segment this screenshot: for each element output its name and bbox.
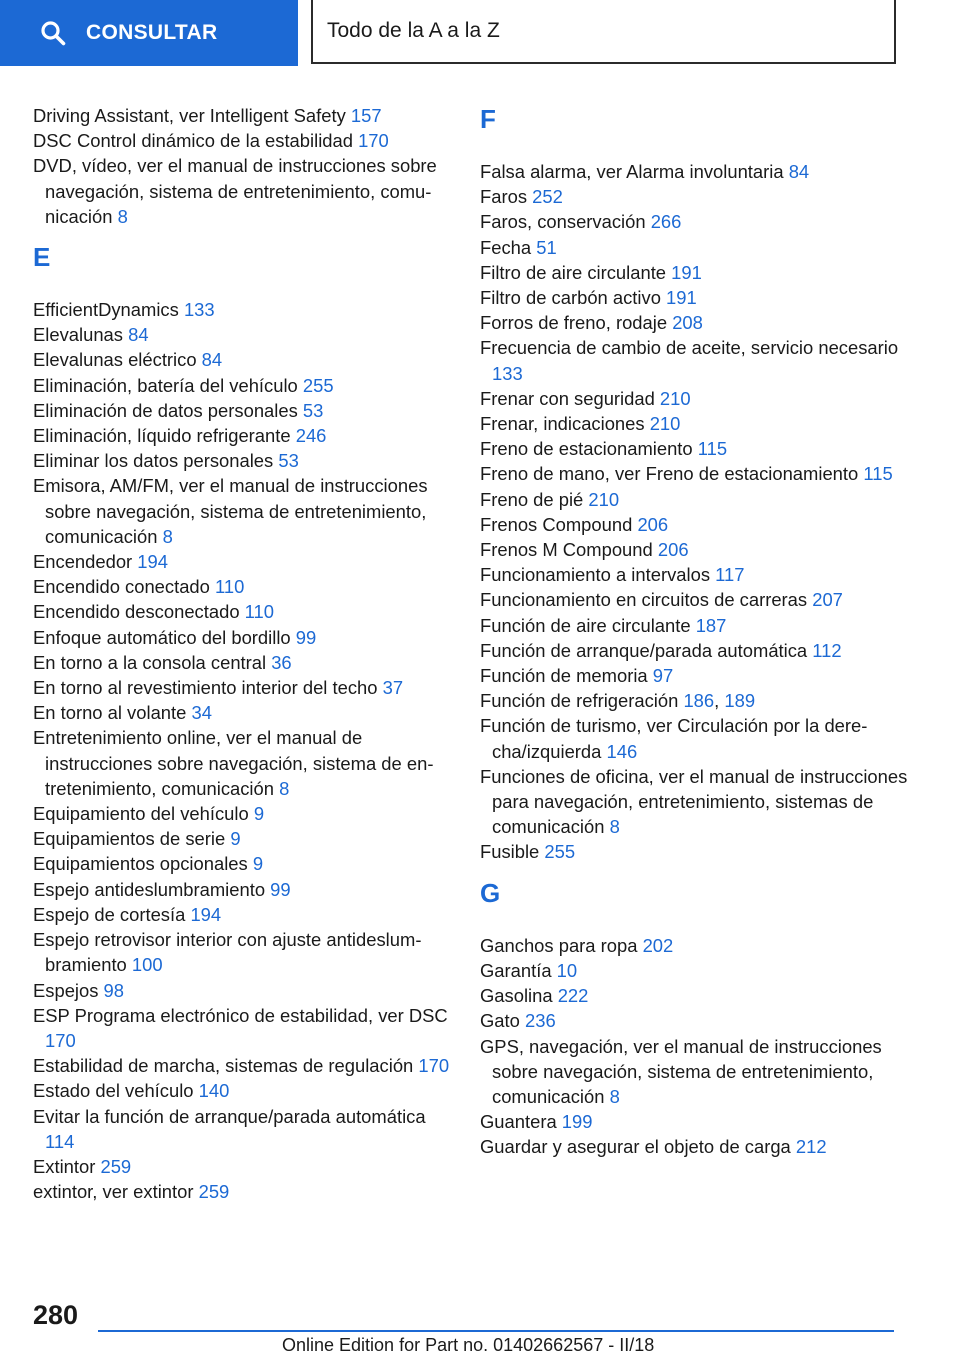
index-entry <box>33 1104 453 1154</box>
page-link[interactable]: 8 <box>279 777 290 799</box>
index-entry-text: DSC Control dinámico de la estabilidad <box>33 130 359 152</box>
index-entry-text: GPS, navegación, ver el manual de instrucciones sobre navegación, sistema de entretenimiento, comunicación <box>480 1035 882 1107</box>
page-link[interactable]: 53 <box>278 450 299 472</box>
index-entry-text: Elevalunas eléctrico <box>33 349 202 371</box>
page-link[interactable]: 99 <box>295 626 317 648</box>
page-link[interactable]: 84 <box>788 161 810 182</box>
index-entry-text: Espejo retrovisor interior con ajuste antideslumbramiento <box>33 929 422 976</box>
page-link[interactable]: 210 <box>649 413 681 435</box>
page-link[interactable]: 194 <box>190 903 222 925</box>
page-link[interactable]: 8 <box>162 525 173 547</box>
index-entry <box>480 260 920 285</box>
index-entry-text: DVD, vídeo, ver el manual de instrucciones sobre navegación, sistema de entretenimiento, comunicación <box>33 155 437 227</box>
index-entry <box>480 638 920 663</box>
index-entry-text: Gasolina <box>480 985 558 1007</box>
index-entry <box>33 1078 453 1103</box>
page-link[interactable]: 266 <box>650 211 682 233</box>
page-number: 280 <box>33 1300 79 1330</box>
index-entry <box>480 958 920 983</box>
index-entry-text: EfficientDynamics <box>33 299 184 321</box>
index-entry-text: En torno a la consola central <box>33 651 272 673</box>
page-link[interactable]: 199 <box>561 1111 593 1133</box>
page-link[interactable]: 246 <box>295 425 327 447</box>
index-column-right <box>480 103 920 1160</box>
page-link[interactable]: 8 <box>609 816 620 838</box>
page-link[interactable]: 170 <box>358 130 389 152</box>
index-entry <box>33 700 453 725</box>
index-entry-text: Función de turismo, ver Circulación por la derecha/izquierda <box>480 715 868 762</box>
index-entry <box>480 512 920 537</box>
index-entry-text: Eliminación, batería del vehículo <box>33 374 303 396</box>
page-link[interactable]: 189 <box>724 690 756 712</box>
page-link[interactable]: 259 <box>100 1155 132 1177</box>
page-link[interactable]: 9 <box>253 803 265 825</box>
index-entry <box>33 675 453 700</box>
page-link[interactable]: 115 <box>863 463 893 485</box>
index-entry <box>33 103 453 128</box>
page-link[interactable]: 8 <box>117 205 128 227</box>
page-link[interactable]: 99 <box>270 878 291 900</box>
page-link[interactable]: 36 <box>271 651 292 673</box>
page-separator: , <box>714 690 725 712</box>
page-link[interactable]: 208 <box>672 312 703 334</box>
index-entry <box>480 335 920 385</box>
footer-divider <box>98 1330 894 1332</box>
page-link[interactable]: 133 <box>183 299 215 321</box>
index-entry <box>480 285 920 310</box>
index-entry-text: Espejos <box>33 979 104 1001</box>
index-entry <box>480 310 920 335</box>
index-entry <box>33 549 453 574</box>
page-link[interactable]: 259 <box>198 1181 230 1203</box>
index-entry-text: Freno de pié <box>480 488 589 510</box>
section-title: Todo de la A a la Z <box>311 0 896 64</box>
index-entry <box>480 663 920 688</box>
page-link[interactable]: 191 <box>671 261 702 283</box>
index-entry <box>33 574 453 599</box>
page-link[interactable]: 222 <box>557 985 589 1007</box>
index-entry-text: Frenos M Compound <box>480 539 658 561</box>
index-entry-text: Driving Assistant, ver Intelligent Safety <box>33 105 351 126</box>
index-entry-text: Frenar, indicaciones <box>480 413 650 435</box>
consult-label: CONSULTAR <box>86 21 218 44</box>
index-entry <box>480 461 920 486</box>
page-link[interactable]: 157 <box>350 105 382 126</box>
page-link[interactable]: 110 <box>215 576 245 598</box>
index-entry <box>480 184 920 209</box>
index-entry <box>33 473 453 549</box>
page-link[interactable]: 212 <box>795 1136 827 1158</box>
page-link[interactable]: 112 <box>812 639 842 661</box>
index-entry <box>33 851 453 876</box>
index-entry <box>480 537 920 562</box>
index-entry <box>33 927 453 977</box>
index-entry-text: Equipamiento del vehículo <box>33 803 254 825</box>
index-entry-text: Funciones de oficina, ver el manual de instrucciones para navegación, entretenimiento, sistemas de comunicación <box>480 765 908 838</box>
index-entry <box>480 1034 920 1110</box>
index-entry <box>480 235 920 260</box>
index-entry-text: Garantía <box>480 959 557 981</box>
index-entry <box>480 159 920 184</box>
index-entry-text: Estabilidad de marcha, sistemas de regulación <box>33 1055 419 1077</box>
index-entry-text: Función de memoria <box>480 665 653 687</box>
page-link[interactable]: 140 <box>198 1080 230 1102</box>
index-entry-text: Frenar con seguridad <box>480 387 660 409</box>
index-entry-text: Función de refrigeración <box>480 690 684 712</box>
index-entry-text: Guantera <box>480 1111 562 1133</box>
page-link[interactable]: 207 <box>812 589 843 611</box>
index-entry-text: Fusible <box>480 841 545 863</box>
index-entry <box>33 902 453 927</box>
index-entry-text: En torno al volante <box>33 702 192 724</box>
index-entry-text: Guardar y asegurar el objeto de carga <box>480 1136 796 1158</box>
page-link[interactable]: 191 <box>666 287 697 309</box>
page-link[interactable]: 115 <box>697 438 728 460</box>
index-entry-text: Funcionamiento a intervalos <box>480 564 716 586</box>
index-entry <box>33 322 453 347</box>
index-entry <box>33 599 453 624</box>
index-entry-text: Gato <box>480 1010 525 1032</box>
index-entry-text: Frenos Compound <box>480 513 638 535</box>
index-entry <box>33 153 453 229</box>
page-link[interactable]: 51 <box>536 236 557 258</box>
header <box>0 0 960 66</box>
page-link[interactable]: 8 <box>609 1085 620 1107</box>
page-link[interactable]: 170 <box>45 1029 76 1051</box>
index-entry <box>480 209 920 234</box>
index-entry-text: Funcionamiento en circuitos de carreras <box>480 589 813 611</box>
page-link[interactable]: 100 <box>131 954 163 976</box>
index-entry-text: Forros de freno, rodaje <box>480 312 673 334</box>
page-link[interactable]: 98 <box>103 979 125 1001</box>
index-entry-text: Espejo de cortesía <box>33 903 191 925</box>
page-link[interactable]: 206 <box>657 539 689 561</box>
letter-heading-f: F <box>480 104 496 134</box>
letter-heading-g: G <box>480 877 501 908</box>
index-entry-text: extintor, ver extintor <box>33 1181 199 1203</box>
index-entry <box>480 411 920 436</box>
index-entry <box>33 128 453 153</box>
index-entry-text: Enfoque automático del bordillo <box>33 626 296 648</box>
page-link[interactable]: 146 <box>606 740 638 762</box>
index-entry <box>480 983 920 1008</box>
index-entry <box>480 436 920 461</box>
index-entry <box>480 562 920 587</box>
index-entry <box>33 650 453 675</box>
letter-heading-e: E <box>33 242 51 273</box>
page-link[interactable]: 255 <box>544 841 576 863</box>
page-link[interactable]: 9 <box>252 853 264 875</box>
entry-list-d <box>33 103 453 229</box>
index-entry-text: Faros <box>480 186 533 208</box>
index-entry <box>33 1003 453 1053</box>
index-entry <box>480 1109 920 1134</box>
page-link[interactable]: 206 <box>637 513 669 535</box>
index-entry <box>480 587 920 612</box>
index-entry <box>480 688 920 713</box>
index-entry <box>33 398 453 423</box>
page-link[interactable]: 9 <box>230 828 241 850</box>
index-entry-text: Faros, conservación <box>480 211 651 233</box>
index-entry-text: Función de arranque/parada automática <box>480 639 813 661</box>
index-entry-text: Fecha <box>480 236 537 258</box>
index-entry-text: Frecuencia de cambio de aceite, servicio necesario <box>480 337 899 359</box>
page-link[interactable]: 133 <box>492 362 523 384</box>
index-entry-text: Falsa alarma, ver Alarma involuntaria <box>480 161 789 182</box>
index-entry <box>480 713 920 763</box>
page-link[interactable]: 53 <box>302 399 324 421</box>
index-entry <box>480 933 920 958</box>
entry-list-e <box>33 297 453 1204</box>
index-entry-text: Ganchos para ropa <box>480 934 643 956</box>
index-entry-text: Emisora, AM/FM, ver el manual de instrucciones sobre navegación, sistema de entretenimiento, comunicación <box>33 475 428 547</box>
index-entry-text: Encendedor <box>33 551 138 573</box>
index-entry <box>33 347 453 372</box>
index-entry <box>33 1179 453 1204</box>
index-entry-text: Encendido conectado <box>33 576 216 598</box>
index-entry <box>33 297 453 322</box>
index-entry-text: Equipamientos de serie <box>33 828 231 850</box>
page-link[interactable]: 236 <box>524 1010 556 1032</box>
page-link[interactable]: 210 <box>588 488 620 510</box>
page-link[interactable]: 202 <box>642 934 674 956</box>
index-entry <box>33 978 453 1003</box>
index-entry-text: Filtro de carbón activo <box>480 287 667 309</box>
index-entry-text: Estado del vehículo <box>33 1080 199 1102</box>
search-icon <box>40 20 66 46</box>
page-link[interactable]: 10 <box>556 959 578 981</box>
index-entry-text: Eliminación, líquido refrigerante <box>33 425 296 447</box>
index-entry-text: Eliminación de datos personales <box>33 399 303 421</box>
index-entry <box>480 1008 920 1033</box>
entry-list-f <box>480 159 920 865</box>
index-entry <box>480 613 920 638</box>
entry-list-g <box>480 933 920 1160</box>
page-link[interactable]: 114 <box>45 1130 75 1152</box>
page-link[interactable]: 255 <box>302 374 334 396</box>
index-entry-text: Eliminar los datos personales <box>33 450 279 472</box>
index-entry-text: Filtro de aire circulante <box>480 261 672 283</box>
index-entry <box>480 386 920 411</box>
index-entry <box>33 877 453 902</box>
index-entry <box>480 839 920 864</box>
index-entry <box>33 1154 453 1179</box>
index-entry-text: Freno de mano, ver Freno de estacionamiento <box>480 463 864 485</box>
index-entry <box>33 373 453 398</box>
index-entry <box>33 625 453 650</box>
index-entry-text: Equipamientos opcionales <box>33 853 253 875</box>
index-entry-text: Función de aire circulante <box>480 614 696 636</box>
index-entry <box>33 423 453 448</box>
edition-text: Online Edition for Part no. 01402662567 - II/18 <box>282 1335 655 1355</box>
index-entry-text: Entretenimiento online, ver el manual de instrucciones sobre navegación, sistema de entretenimiento, comunicación <box>33 727 434 799</box>
index-entry <box>33 1053 453 1078</box>
index-entry <box>480 487 920 512</box>
index-entry-text: Evitar la función de arranque/parada automática <box>33 1105 426 1127</box>
index-entry-text: Espejo antideslumbramiento <box>33 878 271 900</box>
index-entry-text: Encendido desconectado <box>33 601 245 623</box>
page-link[interactable]: 37 <box>382 677 404 699</box>
index-entry <box>33 801 453 826</box>
index-entry-text: ESP Programa electrónico de estabilidad, ver DSC <box>33 1004 448 1026</box>
page-link[interactable]: 252 <box>532 186 563 208</box>
page-link[interactable]: 187 <box>695 614 727 636</box>
consult-button[interactable] <box>0 0 298 66</box>
index-entry-text: En torno al revestimiento interior del techo <box>33 677 383 699</box>
index-entry <box>480 1134 920 1159</box>
page-link[interactable]: 97 <box>652 665 674 687</box>
page-link[interactable]: 117 <box>715 564 745 586</box>
page-link[interactable]: 84 <box>128 324 149 346</box>
index-entry <box>480 764 920 840</box>
index-entry <box>33 725 453 801</box>
index-entry <box>33 826 453 851</box>
index-entry-text: Freno de estacionamiento <box>480 438 698 460</box>
index-column-left <box>33 103 453 1204</box>
page-link[interactable]: 34 <box>191 702 212 724</box>
page-link[interactable]: 210 <box>659 387 691 409</box>
index-entry-text: Elevalunas <box>33 324 129 346</box>
page-link[interactable]: 194 <box>137 551 168 573</box>
page-link[interactable]: 186 <box>683 690 715 712</box>
index-entry <box>33 448 453 473</box>
page-link[interactable]: 110 <box>244 601 274 623</box>
page-link[interactable]: 170 <box>418 1055 450 1077</box>
page-link[interactable]: 84 <box>201 349 223 371</box>
index-entry-text: Extintor <box>33 1155 101 1177</box>
